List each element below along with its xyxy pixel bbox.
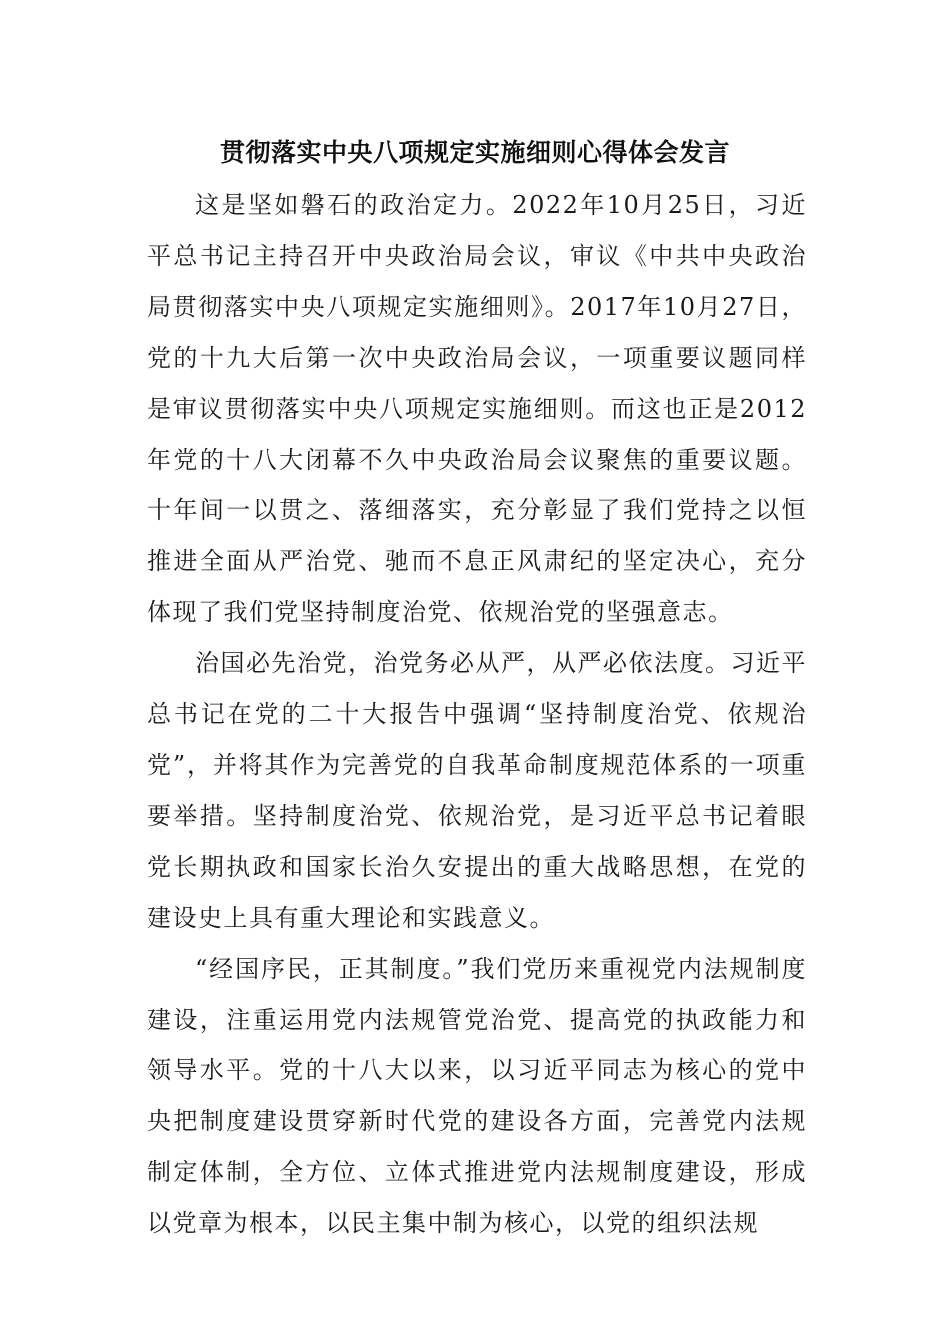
paragraph-2: 治国必先治党，治党务必从严，从严必依法度。习近平总书记在党的二十大报告中强调“坚持制度治党、依规治党”，并将其作为完善党的自我革命制度规范体系的一项重要举措。坚持制度治党、依规治党，是习近平总书记着眼党长期执政和国家长治久安提出的重大战略思想，在党的建设史上具有重大理论和实践意义。 xyxy=(147,649,807,932)
document-title: 贯彻落实中央八项规定实施细则心得体会发言 xyxy=(219,138,730,167)
document-body xyxy=(147,180,807,1249)
paragraph-3: “经国序民，正其制度。”我们党历来重视党内法规制度建设，注重运用党内法规管党治党、提高党的执政能力和领导水平。党的十八大以来，以习近平同志为核心的党中央把制度建设贯穿新时代党的建设各方面，完善党内法规制定体制，全方位、立体式推进党内法规制度建设，形成以党章为根本，以民主集中制为核心，以党的组织法规 xyxy=(147,954,807,1238)
paragraph-1: 这是坚如磐石的政治定力。2022年10月25日，习近平总书记主持召开中央政治局会议，审议《中共中央政治局贯彻落实中央八项规定实施细则》。2017年10月27日，党的十九大后第一次中央政治局会议，一项重要议题同样是审议贯彻落实中央八项规定实施细则。而这也正是2012年党的十八大闭幕不久中央政治局会议聚焦的重要议题。十年间一以贯之、落细落实，充分彰显了我们党持之以恒推进全面从严治党、驰而不息正风肃纪的坚定决心，充分体现了我们党坚持制度治党、依规治党的坚强意志。 xyxy=(147,191,807,627)
